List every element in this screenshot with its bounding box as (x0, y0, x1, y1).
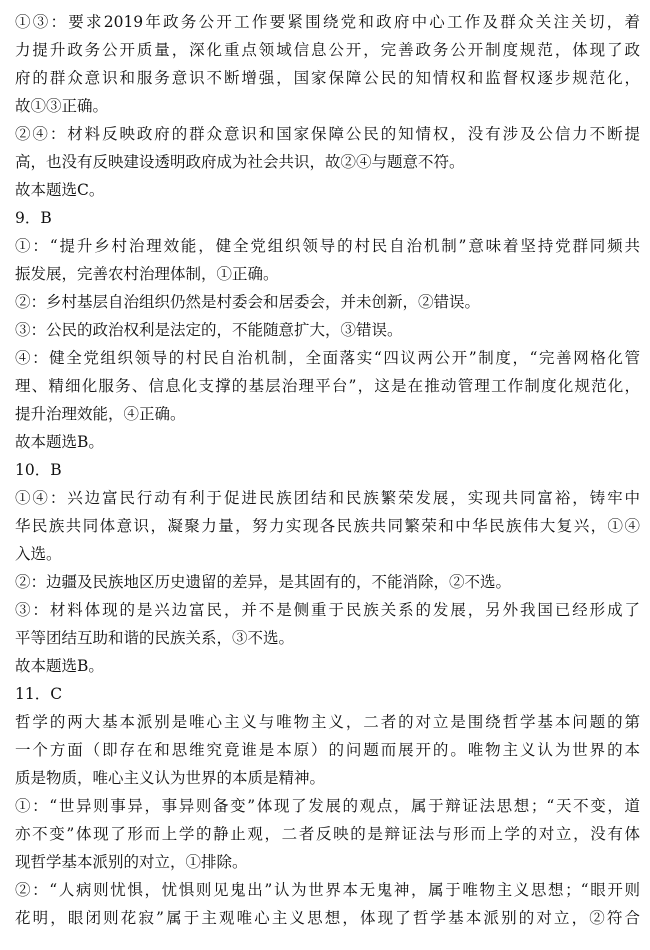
text-line: 提升治理效能，④正确。 (15, 405, 186, 423)
text-line: ①③：要求2019年政务公开工作要紧围绕党和政府中心工作及群众关注关切，着 (15, 13, 640, 31)
text-line: 平等团结互助和谐的民族关系，③不选。 (15, 629, 295, 647)
text-line: ②：边疆及民族地区历史遗留的差异，是其固有的，不能消除，②不选。 (15, 573, 512, 591)
text-line: ①：“世异则事异，事异则备变”体现了发展的观点，属于辩证法思想；“天不变，道 (15, 797, 640, 815)
text-line: 现哲学基本派别的对立，①排除。 (15, 853, 248, 871)
text-line: 华民族共同体意识，凝聚力量，努力实现各民族共同繁荣和中华民族伟大复兴，①④ (15, 517, 640, 535)
text-line: 力提升政务公开质量，深化重点领域信息公开，完善政务公开制度规范，体现了政 (15, 41, 640, 59)
answer-explanation-text (15, 8, 640, 932)
text-line: 10．B (15, 461, 62, 479)
text-line: 振发展，完善农村治理体制，①正确。 (15, 265, 279, 283)
text-line: 9．B (15, 209, 52, 227)
text-line: 一个方面（即存在和思维究竟谁是本原）的问题而展开的。唯物主义认为世界的本 (15, 741, 640, 759)
text-line: 亦不变”体现了形而上学的静止观，二者反映的是辩证法与形而上学的对立，没有体 (15, 825, 640, 843)
text-line: 哲学的两大基本派别是唯心主义与唯物主义，二者的对立是围绕哲学基本问题的第 (15, 713, 640, 731)
text-line: 故本题选B。 (15, 433, 104, 451)
text-line: 花明，眼闭则花寂”属于主观唯心主义思想，体现了哲学基本派别的对立，②符合 (15, 909, 640, 927)
text-line: ②④：材料反映政府的群众意识和国家保障公民的知情权，没有涉及公信力不断提 (15, 125, 640, 143)
text-line: ②：乡村基层自治组织仍然是村委会和居委会，并未创新，②错误。 (15, 293, 481, 311)
text-line: 府的群众意识和服务意识不断增强，国家保障公民的知情权和监督权逐步规范化， (15, 69, 640, 87)
text-line: 故本题选B。 (15, 657, 104, 675)
text-line: 11．C (15, 685, 63, 703)
text-line: 故①③正确。 (15, 97, 109, 115)
text-line: 高，也没有反映建设透明政府成为社会共识，故②④与题意不符。 (15, 153, 465, 171)
text-line: 理、精细化服务、信息化支撑的基层治理平台”，这是在推动管理工作制度化规范化， (15, 377, 640, 395)
text-line: ③：公民的政治权利是法定的，不能随意扩大，③错误。 (15, 321, 403, 339)
text-line: 入选。 (15, 545, 62, 563)
text-line: 质是物质，唯心主义认为世界的本质是精神。 (15, 769, 326, 787)
text-line: ②：“人病则忧惧，忧惧则见鬼出”认为世界本无鬼神，属于唯物主义思想；“眼开则 (15, 881, 640, 899)
text-line: ③：材料体现的是兴边富民，并不是侧重于民族关系的发展，另外我国已经形成了 (15, 601, 640, 619)
text-line: ④：健全党组织领导的村民自治机制，全面落实“四议两公开”制度，“完善网格化管 (15, 349, 640, 367)
text-line: ①：“提升乡村治理效能，健全党组织领导的村民自治机制”意味着坚持党群同频共 (15, 237, 640, 255)
text-line: ①④：兴边富民行动有利于促进民族团结和民族繁荣发展，实现共同富裕，铸牢中 (15, 489, 640, 507)
text-line: 故本题选C。 (15, 181, 105, 199)
